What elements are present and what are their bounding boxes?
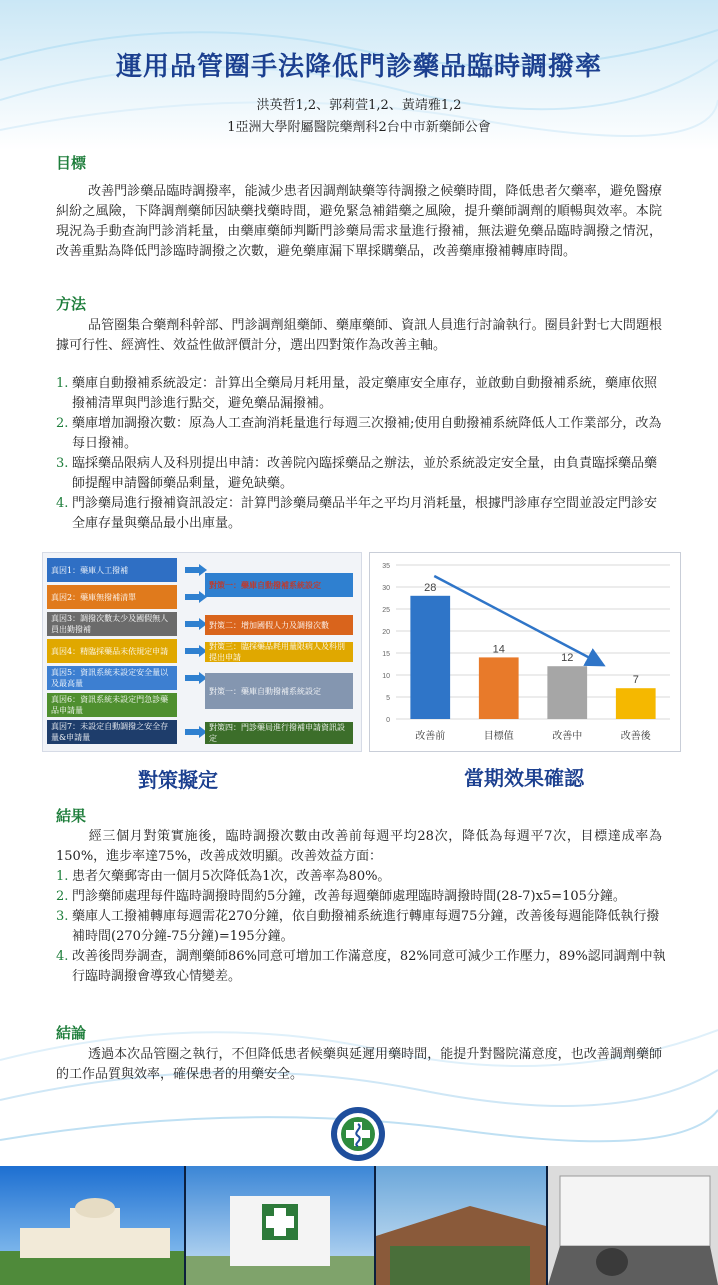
list-item — [56, 454, 666, 494]
problem-box: 真因7：未設定自動調撥之安全存量&申請量 — [47, 720, 177, 744]
countermeasure-diagram — [42, 552, 362, 752]
item-number: 3. — [56, 456, 69, 471]
item-text: 藥庫增加調撥次數：原為人工查詢消耗量進行每週三次撥補;使用自動撥補系統降低人工作業部分，改為每日撥補。 — [72, 416, 662, 451]
item-text: 改善後問券調查，調劑藥師86%同意可增加工作滿意度，82%同意可減少工作壓力，89%認同調劑中執行臨時調撥會導致心情變差。 — [72, 949, 666, 984]
list-item — [56, 887, 666, 907]
y-tick-label: 30 — [382, 585, 390, 592]
objective-text: 改善門診藥品臨時調撥率，能減少患者因調劑缺藥等待調撥之候藥時間，降低患者欠藥率，避免醫療糾紛之風險，下降調劑藥師因缺藥找藥時間，避免緊急補錯藥之風險，提升藥師調劑的順暢與效率。本院現況為手動查詢門診消耗量，由藥庫藥師判斷門診藥局需求量進行撥補，無法避免藥品臨時調撥之情況，改善重點為降低門診臨時調撥之次數，避免藥庫漏下單採購藥品，改善藥庫撥補轉庫時間。 — [56, 184, 662, 259]
list-item — [56, 907, 666, 947]
item-text: 藥庫自動撥補系統設定：計算出全藥局月耗用量，設定藥庫安全庫存，並啟動自動撥補系統，藥庫依照撥補清單與門診進行點交，避免藥品漏撥補。 — [72, 376, 658, 411]
conclusion-text: 透過本次品管圈之執行，不但降低患者候藥與延遲用藥時間，能提升對醫院滿意度，也改善調劑藥師的工作品質與效率，確保患者的用藥安全。 — [56, 1047, 662, 1082]
list-item — [56, 867, 666, 887]
y-tick-label: 5 — [386, 695, 390, 702]
x-tick-label: 改善中 — [552, 731, 583, 742]
bar-chart — [370, 553, 680, 751]
item-number: 2. — [56, 416, 69, 431]
item-text: 門診藥師處理每件臨時調撥時間約5分鐘，改善每週藥師處理臨時調撥時間(28-7)x5=105分鐘。 — [72, 889, 626, 904]
item-text: 門診藥局進行撥補資訊設定：計算門診藥局藥品半年之平均月消耗量，根據門診庫存空間並設定門診安全庫存量與藥品最小出庫量。 — [72, 496, 658, 531]
method-intro-text: 品管圈集合藥劑科幹部、門診調劑組藥師、藥庫藥師、資訊人員進行討論執行。圈員針對七大問題根據可行性、經濟性、效益性做評價計分，選出四對策作為改善主軸。 — [56, 318, 662, 353]
poster-title: 運用品管圈手法降低門診藥品臨時調撥率 — [115, 52, 602, 82]
campus-photo-strip — [0, 1166, 718, 1285]
results-intro-text: 經三個月對策實施後，臨時調撥次數由改善前每週平均28次，降低為每週平7次，目標達成率為150%，進步率達75%，改善成效明顯。改善效益方面： — [56, 829, 662, 864]
method-heading: 方法 — [56, 295, 87, 313]
list-item — [56, 414, 666, 454]
bar — [547, 666, 587, 719]
bar — [616, 688, 656, 719]
results-intro — [56, 827, 662, 867]
item-number: 1. — [56, 376, 69, 391]
problem-box: 真因4：精臨採藥品未依規定申請 — [47, 639, 177, 663]
x-tick-label: 目標值 — [483, 731, 514, 742]
problem-box: 真因6：資訊系統未設定門急診藥品申請量 — [47, 693, 177, 717]
solution-box: 對策一：藥庫自動撥補系統設定 — [205, 673, 353, 709]
item-text: 藥庫人工撥補轉庫每週需花270分鐘，依自動撥補系統進行轉庫每週75分鐘，改善後每週能降低執行撥補時間(270分鐘-75分鐘)=195分鐘。 — [72, 909, 660, 944]
y-tick-label: 35 — [382, 563, 390, 570]
y-tick-label: 25 — [382, 607, 390, 614]
objective-body — [56, 182, 662, 262]
item-text: 患者欠藥郵寄由一個月5次降低為1次，改善率為80%。 — [72, 869, 391, 884]
effect-chart-panel — [369, 552, 681, 752]
solution-box: 對策四：門診藥局進行撥補申請資訊設定 — [205, 722, 353, 744]
affiliation: 1亞洲大學附屬醫院藥劑科2台中市新藥師公會 — [227, 120, 491, 135]
y-tick-label: 15 — [382, 651, 390, 658]
item-number: 2. — [56, 889, 69, 904]
trend-arrow — [434, 576, 601, 664]
x-tick-label: 改善前 — [415, 731, 446, 742]
bar — [410, 596, 450, 719]
item-number: 1. — [56, 869, 69, 884]
problem-box: 真因1：藥庫人工撥補 — [47, 558, 177, 582]
item-number: 4. — [56, 949, 69, 964]
conclusion-heading: 結論 — [56, 1024, 87, 1042]
effect-caption: 當期效果確認 — [464, 766, 584, 790]
bar — [479, 657, 519, 719]
method-list — [56, 374, 666, 534]
y-tick-label: 0 — [386, 717, 390, 724]
results-heading: 結果 — [56, 807, 87, 825]
item-number: 4. — [56, 496, 69, 511]
data-label: 7 — [632, 674, 639, 687]
list-item — [56, 494, 666, 534]
data-label: 12 — [561, 652, 574, 665]
countermeasure-caption: 對策擬定 — [138, 768, 218, 792]
problem-box: 真因2：藥庫無撥補清單 — [47, 585, 177, 609]
solution-box: 對策三：臨採藥品耗用量限病人及科別提出申請 — [205, 642, 353, 662]
conclusion-body — [56, 1045, 662, 1085]
solution-box: 對策二：增加國假人力及調撥次數 — [205, 615, 353, 635]
x-tick-label: 改善後 — [620, 731, 651, 742]
authors: 洪英哲1,2、郭莉萱1,2、黃靖雅1,2 — [256, 98, 462, 113]
results-list — [56, 867, 666, 987]
item-number: 3. — [56, 909, 69, 924]
item-text: 臨採藥品限病人及科別提出申請：改善院內臨採藥品之辦法，並於系統設定安全量，由負責臨採藥品藥師提醒申請醫師藥品剩量，避免缺藥。 — [72, 456, 658, 491]
problem-box: 真因3：調撥次數太少及國假無人員出勤撥補 — [47, 612, 177, 636]
hospital-logo — [330, 1106, 386, 1162]
y-tick-label: 10 — [382, 673, 390, 680]
list-item — [56, 374, 666, 414]
problem-box: 真因5：資訊系統未設定安全量以及最高量 — [47, 666, 177, 690]
data-label: 28 — [424, 581, 437, 594]
objective-heading: 目標 — [56, 154, 87, 172]
y-tick-label: 20 — [382, 629, 390, 636]
solution-box: 對策一：藥庫自動撥補系統設定 — [205, 573, 353, 597]
method-intro — [56, 316, 662, 356]
data-label: 14 — [492, 643, 505, 656]
list-item — [56, 947, 666, 987]
